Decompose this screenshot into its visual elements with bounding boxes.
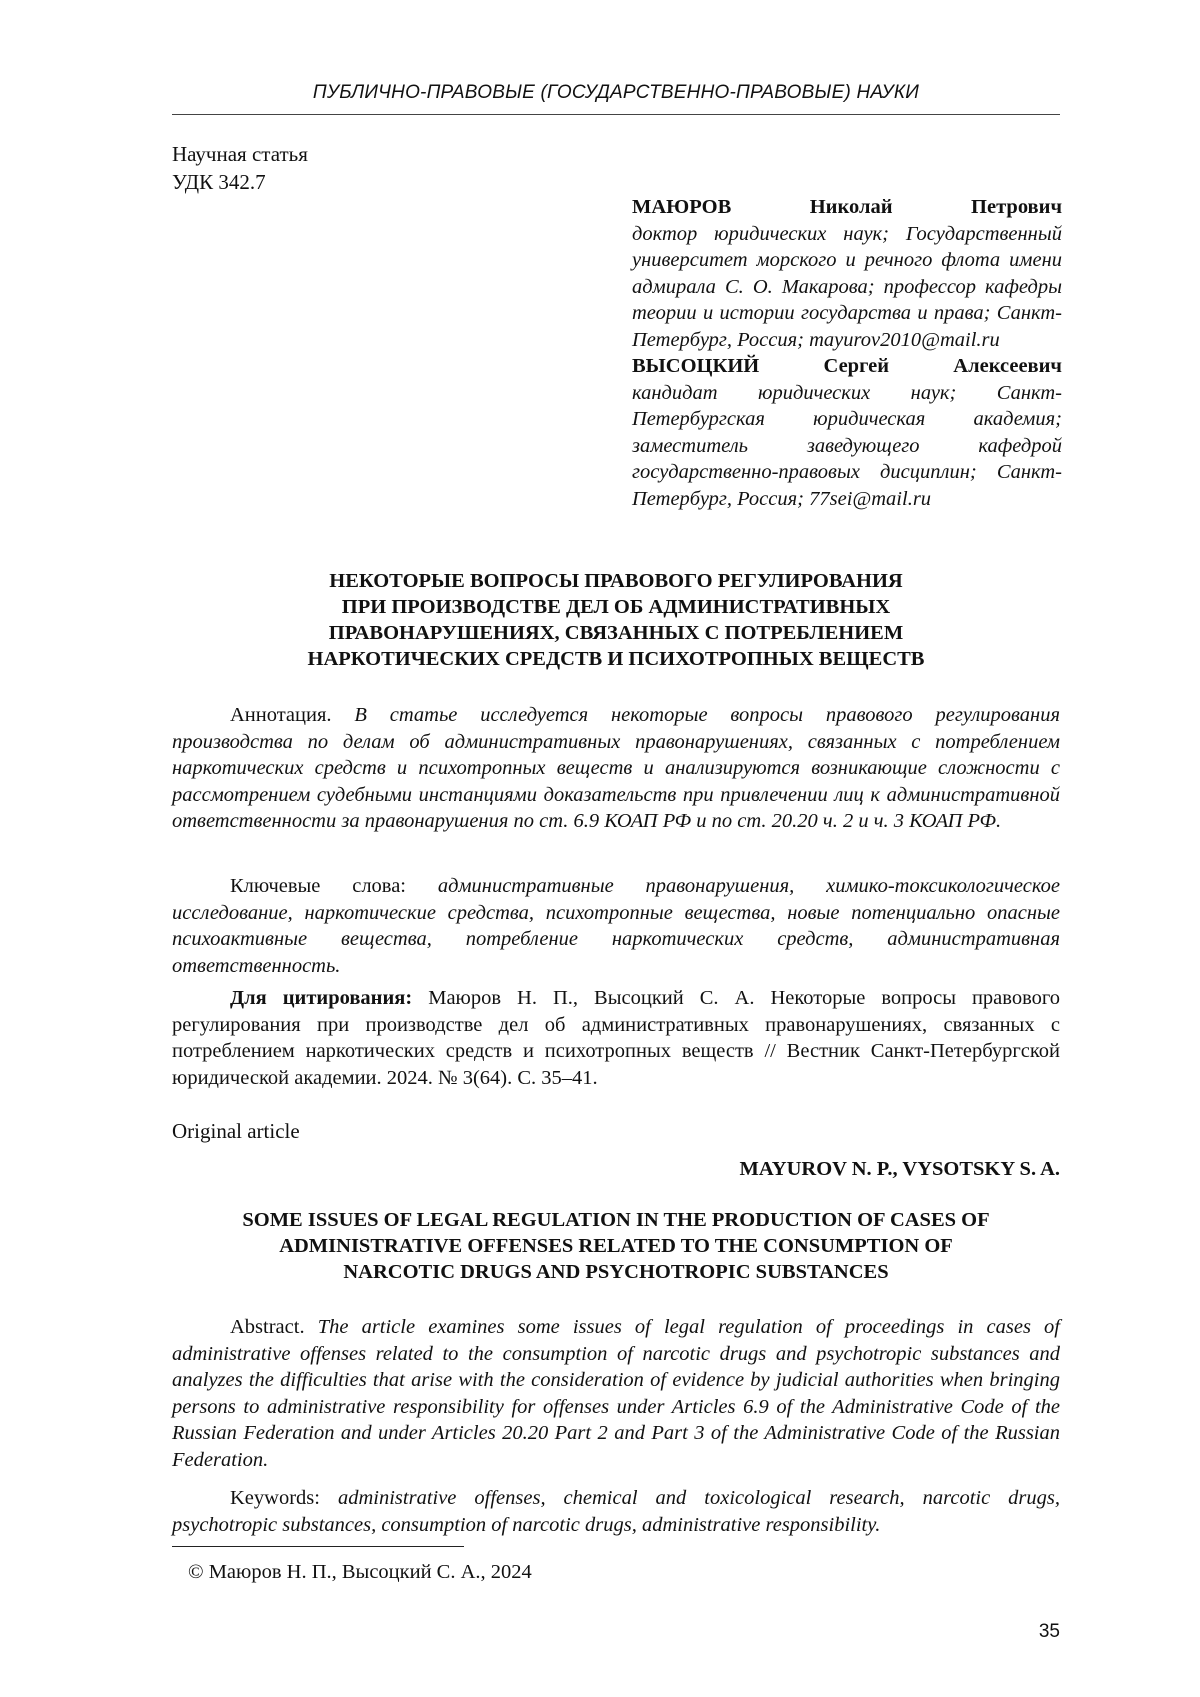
citation-label: Для цитирования: — [230, 987, 413, 1009]
article-title-en: SOME ISSUES OF LEGAL REGULATION IN THE PRODUCTION OF CASES OF ADMINISTRATIVE OFFENSES RELATED TO THE CONSUMPTION OF NARCOTIC DRUGS AND PSYCHOTROPIC SUBSTANCES — [242, 1209, 990, 1283]
keywords-ru-text: административные правонарушения, химико-токсикологическое исследование, наркотические средства, психотропные вещества, новые потенциально опасные психоактивные вещества, потребление наркотических средств, административная ответственность. — [172, 875, 1060, 977]
author-name: ВЫСОЦКИЙ Сергей Алексеевич — [632, 355, 1062, 377]
citation-paragraph — [172, 985, 1060, 1091]
annotation-paragraph — [172, 702, 1060, 835]
keywords-ru-paragraph — [172, 873, 1060, 979]
author-affiliation: доктор юридических наук; Государственный университет морского и речного флота имени адмирала С. О. Макарова; профессор кафедры теории и истории государства и права; Санкт-Петербург, Россия; mayurov2010@mail.ru — [632, 222, 1062, 351]
running-header: ПУБЛИЧНО-ПРАВОВЫЕ (ГОСУДАРСТВЕННО-ПРАВОВЫЕ) НАУКИ — [312, 82, 920, 103]
keywords-en-label: Keywords: — [230, 1487, 320, 1509]
abstract-paragraph — [172, 1314, 1060, 1473]
annotation-text: В статье исследуется некоторые вопросы правового регулирования производства по делам об административных правонарушениях, связанных с потреблением наркотических средств и психотропных веществ и анализируются возникающие сложности с рассмотрением судебными инстанциями доказательств при привлечении лиц к административной ответственности за правонарушения по ст. 6.9 КОАП РФ и по ст. 20.20 ч. 2 и ч. 3 КОАП РФ. — [172, 704, 1061, 832]
citation-text: Маюров Н. П., Высоцкий С. А. Некоторые вопросы правового регулирования при производстве дел об административных правонарушениях, связанных с потреблением наркотических средств и психотропных веществ // Вестник Санкт-Петербургской юридической академии. 2024. № 3(64). С. 35–41. — [172, 987, 1061, 1089]
keywords-ru-label: Ключевые слова: — [230, 875, 406, 897]
copyright-note: © Маюров Н. П., Высоцкий С. А., 2024 — [188, 1561, 532, 1583]
author-block — [632, 194, 1062, 512]
author-affiliation: кандидат юридических наук; Санкт-Петербургская юридическая академия; заместитель заведующего кафедрой государственно-правовых дисциплин; Санкт-Петербург, Россия; 77sei@mail.ru — [632, 381, 1062, 510]
article-title-ru: НЕКОТОРЫЕ ВОПРОСЫ ПРАВОВОГО РЕГУЛИРОВАНИЯ ПРИ ПРОИЗВОДСТВЕ ДЕЛ ОБ АДМИНИСТРАТИВНЫХ ПРАВОНАРУШЕНИЯХ, СВЯЗАННЫХ С ПОТРЕБЛЕНИЕМ НАРКОТИЧЕСКИХ СРЕДСТВ И ПСИХОТРОПНЫХ ВЕЩЕСТВ — [307, 570, 925, 670]
header-divider — [172, 114, 1060, 115]
abstract-label: Abstract. — [230, 1316, 305, 1338]
footnote-divider — [172, 1546, 464, 1547]
abstract-text: The article examines some issues of legal regulation of proceedings in cases of administrative offenses related to the consumption of narcotic drugs and psychotropic substances and analyzes the difficulties that arise with the consideration of evidence by judicial authorities when bringing persons to administrative responsibility for offenses under Articles 6.9 of the Administrative Code of the Russian Federation and under Articles 20.20 Part 2 and Part 3 of the Administrative Code of the Russian Federation. — [172, 1316, 1060, 1471]
annotation-label: Аннотация. — [230, 704, 332, 726]
authors-en: MAYUROV N. P., VYSOTSKY S. A. — [739, 1158, 1060, 1180]
article-type: Научная статья — [172, 142, 308, 166]
keywords-en-paragraph — [172, 1485, 1060, 1538]
author-name: МАЮРОВ Николай Петрович — [632, 196, 1062, 218]
keywords-en-text: administrative offenses, chemical and toxicological research, narcotic drugs, psychotropic substances, consumption of narcotic drugs, administrative responsibility. — [172, 1487, 1061, 1536]
page-number: 35 — [1038, 1621, 1060, 1642]
udk-code: УДК 342.7 — [172, 170, 266, 194]
article-type-en: Original article — [172, 1119, 300, 1143]
